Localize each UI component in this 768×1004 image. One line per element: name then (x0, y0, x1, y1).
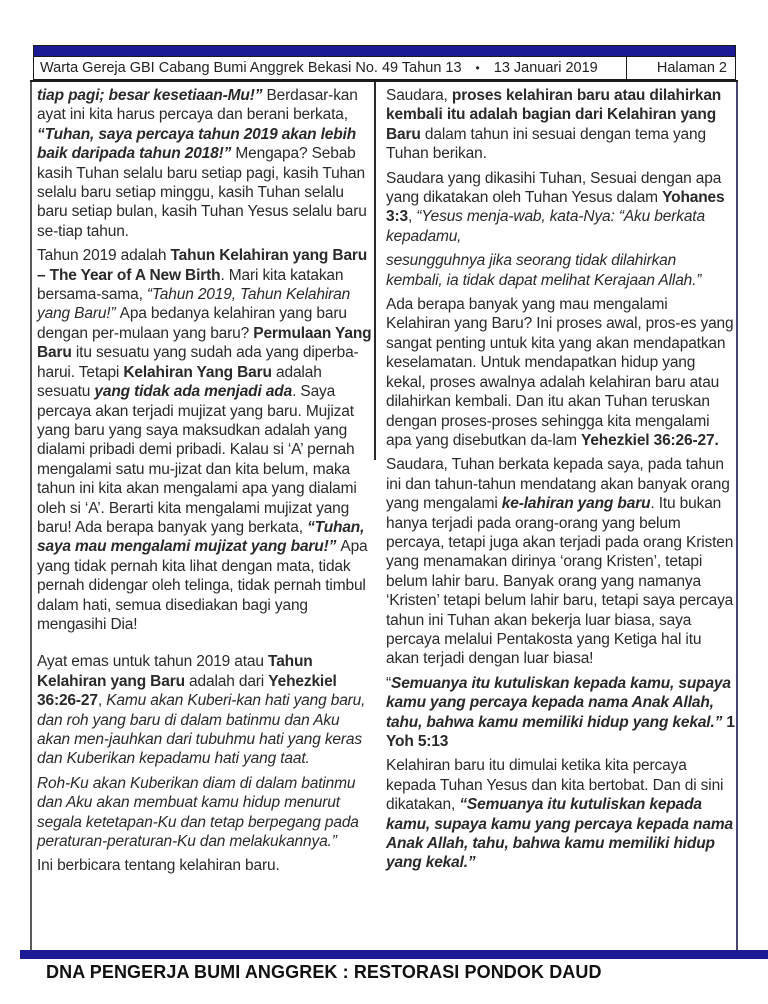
text-run: proses kelahiran baru atau dilahirkan kembali itu adalah bagian dari Kelahiran yang Baru (386, 87, 722, 143)
text-run: “Yesus menja-wab, kata-Nya: “Aku berkata kepadamu, (386, 208, 705, 245)
text-run: Yohanes 3:3 (386, 189, 725, 226)
bullet-separator-icon: • (475, 61, 480, 75)
text-run: “Tuhan, saya mau mengalami mujizat yang baru!” (37, 518, 365, 556)
text-run: sesungguhnya jika seorang tidak dilahirkan kembali, ia tidak dapat melihat Kerajaan Allah.” (386, 252, 702, 289)
text-run: Kelahiran Yang Baru (123, 363, 272, 381)
text-run: , (97, 692, 107, 710)
text-run: . Saya percaya akan terjadi mujizat yang baru. Mujizat yang baru yang saya maksudkan adalah yang dialami pribadi demi pribadi. Kalau si ‘A’ pernah mengalami satu mu-jizat dan kita belum, maka tahun ini kita akan mengalami apa yang dialami oleh si ‘A’. Berarti kita mengalami mujizat yang baru! Ada berapa banyak yang berkata, (37, 383, 357, 536)
newsletter-date: 13 Januari 2019 (493, 60, 598, 76)
header-accent-bar (34, 46, 735, 56)
text-run: “Tahun 2019, Tahun Kelahiran yang Baru!” (37, 286, 351, 323)
paragraph (386, 455, 735, 668)
text-run: Ayat emas untuk tahun 2019 atau (37, 653, 269, 671)
text-run: Apa yang tidak pernah kita lihat dengan mata, tidak pernah didengar oleh telinga, tidak pernah timbul dalam hati, semua disediakan bagi yang mengasihi Dia! (37, 538, 368, 633)
paragraph (37, 246, 373, 634)
right-frame-border (736, 82, 738, 950)
page-number-cell (626, 57, 735, 79)
text-run: Saudara, Tuhan berkata kepada saya, pada tahun ini dan tahun-tahun mendatang akan banyak orang yang mengalami (386, 456, 730, 513)
paragraph (386, 169, 735, 247)
text-run: . Mari kita katakan bersama-sama, (37, 266, 344, 304)
text-run: Yehezkiel 36:26-27. (581, 431, 719, 449)
newsletter-title: Warta Gereja GBI Cabang Bumi Anggrek Bekasi No. 49 Tahun 13 (40, 60, 462, 76)
text-run: 1 Yoh 5:13 (386, 713, 735, 750)
header-bottom-rule (30, 80, 738, 82)
footer-accent-bar (20, 950, 768, 959)
text-run: Semuanya itu kutuliskan kepada kamu, supaya kamu yang percaya kepada nama Anak Allah, tahu, bahwa kamu memiliki hidup yang kekal.” (386, 674, 731, 731)
text-run: . Itu bukan hanya terjadi pada orang-orang yang belum percaya, tetapi juga akan terjadi pada orang Kristen yang menamakan dirinya ‘orang Kristen’, tetapi belum lahir baru. Banyak orang yang namanya ‘Kristen’ tetapi belum lahir baru, tetapi saya percaya tahun ini Tuhan akan bekerja luar biasa, saya percaya melalui Pentakosta yang Ketiga hal itu akan terjadi dengan luar biasa! (386, 495, 734, 668)
text-run: dalam tahun ini sesuai dengan tema yang Tuhan berikan. (386, 125, 706, 163)
paragraph (37, 652, 373, 768)
text-run: “Tuhan, saya percaya tahun 2019 akan lebih baik daripada tahun 2018!” (37, 125, 357, 163)
paragraph (37, 86, 373, 241)
text-run: Roh-Ku akan Kuberikan diam di dalam batinmu dan Aku akan membuat kamu hidup menurut segala ketetapan-Ku dan tetap berpegang pada peraturan-peraturan-Ku dan melakukannya.” (37, 774, 359, 851)
page-header (33, 45, 736, 80)
text-run: Berdasar-kan ayat ini kita harus percaya dan berani berkata, (37, 87, 358, 124)
text-run: itu sesuatu yang sudah ada yang diperba-harui. Tetapi (37, 344, 359, 381)
text-run: tiap pagi; besar kesetiaan-Mu!” (37, 87, 267, 104)
paragraph (386, 86, 735, 164)
paragraph (386, 756, 735, 872)
text-run: Mengapa? Sebab kasih Tuhan selalu baru setiap pagi, kasih Tuhan selalu baru setiap minggu, kasih Tuhan selalu baru setiap bulan, kasih Tuhan Yesus selalu baru se-tiap tahun. (37, 145, 367, 240)
text-run: Tahun 2019 adalah (37, 247, 171, 265)
right-column (386, 86, 735, 881)
article-body (37, 86, 735, 881)
left-frame-border (30, 82, 32, 950)
text-run: adalah dari (189, 672, 269, 690)
text-run: Saudara yang dikasihi Tuhan, Sesuai dengan apa yang dikatakan oleh Tuhan Yesus dalam (386, 169, 722, 207)
text-run: Apa bedanya kelahiran yang baru dengan per-mulaan yang baru? (37, 305, 347, 342)
text-run: Tahun Kelahiran yang Baru (37, 653, 313, 690)
header-row (34, 56, 735, 79)
paragraph (37, 856, 373, 875)
text-run: Ada berapa banyak yang mau mengalami Kelahiran yang Baru? Ini proses awal, pros-es yang sangat penting untuk kita yang akan mendapatkan keselamatan. Untuk mendapatkan hidup yang kekal, proses awalnya adalah kelahiran baru atau dilahirkan kembali. Dan itu akan Tuhan teruskan dengan proses-proses sehingga kita mengalami apa yang disebutkan da-lam (386, 296, 734, 449)
text-run: Kelahiran baru itu dimulai ketika kita percaya kepada Tuhan Yesus dan kita bertobat. Dan di sini dikatakan, (386, 757, 724, 814)
text-run: , (407, 208, 417, 226)
text-run: “ (386, 674, 392, 692)
text-run: Permulaan Yang Baru (37, 324, 372, 362)
paragraph (386, 251, 735, 290)
text-run: Tahun Kelahiran yang Baru – The Year of A New Birth (37, 247, 368, 284)
text-run: yang tidak ada menjadi ada (94, 383, 293, 401)
paragraph (386, 674, 735, 752)
paragraph (386, 295, 735, 450)
left-column (37, 86, 373, 881)
text-run: ke-lahiran yang baru (501, 495, 651, 513)
text-run: Yehezkiel 36:26-27 (37, 672, 337, 710)
text-run: Ini berbicara tentang kelahiran baru. (37, 857, 280, 875)
text-run: “Semuanya itu kutuliskan kepada kamu, supaya kamu yang percaya kepada nama Anak Allah, tahu, bahwa kamu memiliki hidup yang kekal.” (386, 796, 733, 872)
page-number-label: Halaman 2 (656, 60, 727, 76)
header-title-cell (34, 60, 626, 76)
paragraph (37, 774, 373, 852)
text-run: adalah sesuatu (37, 363, 322, 401)
text-run: Kamu akan Kuberi-kan hati yang baru, dan roh yang baru di dalam batinmu dan Aku akan men-jauhkan dari tubuhmu hati yang keras dan Kuberikan kepadamu hati yang taat. (37, 692, 366, 768)
footer-banner: DNA PENGERJA BUMI ANGGREK : RESTORASI PONDOK DAUD (0, 959, 768, 1004)
text-run: Saudara, (386, 87, 452, 104)
